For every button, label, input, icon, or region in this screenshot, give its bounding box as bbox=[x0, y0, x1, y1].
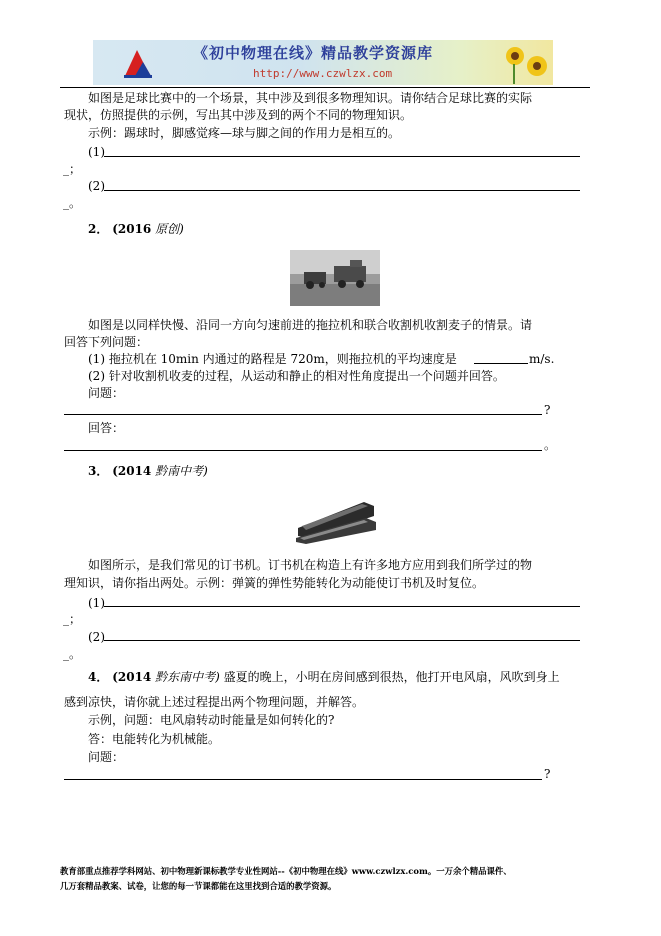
q1-intro-line2: 现状，仿照提供的示例，写出其中涉及到的两个不同的物理知识。 bbox=[64, 108, 413, 122]
banner-url[interactable]: http://www.czwlzx.com bbox=[253, 67, 393, 80]
q4-number: 4． bbox=[88, 670, 109, 684]
q2-source: 原创) bbox=[155, 222, 184, 236]
q3-source: 黔南中考) bbox=[155, 464, 208, 478]
q2-intro-line2: 回答下列问题： bbox=[64, 335, 149, 349]
q2-number: 2． bbox=[88, 222, 109, 236]
q2-sub1-unit: m/s. bbox=[529, 352, 555, 366]
q2-answer-blank[interactable] bbox=[64, 450, 542, 451]
q4-question-end: ? bbox=[544, 767, 551, 781]
q4-intro-line2: 感到凉快，请你就上述过程提出两个物理问题，并解答。 bbox=[64, 695, 365, 709]
q3-year: (2014 bbox=[112, 464, 152, 478]
q3-item1-label: (1) bbox=[88, 596, 105, 610]
q1-item2-end: _。 bbox=[63, 196, 82, 210]
q4-answer: 答：电能转化为机械能。 bbox=[88, 732, 221, 746]
q4-question-label: 问题： bbox=[88, 750, 125, 764]
stapler-photo bbox=[294, 494, 378, 544]
harvester-photo bbox=[290, 250, 380, 306]
q3-intro-line1: 如图所示，是我们常见的订书机。订书机在构造上有许多地方应用到我们所学过的物 bbox=[88, 558, 533, 572]
q2-answer-end: 。 bbox=[544, 438, 557, 452]
q1-item2-blank[interactable] bbox=[104, 190, 580, 191]
site-logo-icon bbox=[121, 46, 155, 80]
q1-item1-label: (1) bbox=[88, 145, 105, 159]
q4-year: (2014 bbox=[112, 670, 152, 684]
q2-question-blank[interactable] bbox=[64, 414, 542, 415]
q3-item2-label: (2) bbox=[88, 630, 105, 644]
q2-speed-blank[interactable] bbox=[474, 363, 528, 364]
q1-example: 示例：踢球时，脚感觉疼—球与脚之间的作用力是相互的。 bbox=[88, 126, 401, 140]
q1-item1-blank[interactable] bbox=[104, 156, 580, 157]
footer-line2: 几万套精品教案、试卷，让您的每一节课都能在这里找到合适的教学资源。 bbox=[60, 881, 337, 891]
sunflower-icon bbox=[501, 42, 551, 84]
banner-title: 《初中物理在线》精品教学资源库 bbox=[193, 44, 434, 62]
q4-source: 黔东南中考) bbox=[155, 670, 220, 684]
q3-item1-blank[interactable] bbox=[104, 606, 580, 607]
q2-sub1: (1) 拖拉机在 10min 内通过的路程是 720m，则拖拉机的平均速度是 bbox=[88, 352, 457, 366]
q2-intro-line1: 如图是以同样快慢、沿同一方向匀速前进的拖拉机和联合收割机收割麦子的情景。请 bbox=[88, 318, 533, 332]
q2-question-label: 问题： bbox=[88, 386, 125, 400]
q2-year: (2016 bbox=[112, 222, 152, 236]
q1-item1-end: _； bbox=[63, 162, 82, 176]
q4-question-blank[interactable] bbox=[64, 779, 542, 780]
header-rule bbox=[60, 87, 590, 88]
q3-intro-line2: 理知识，请你指出两处。示例：弹簧的弹性势能转化为动能使订书机及时复位。 bbox=[64, 576, 485, 590]
q3-item1-end: _； bbox=[63, 612, 82, 626]
header-banner bbox=[93, 40, 553, 85]
q3-item2-blank[interactable] bbox=[104, 640, 580, 641]
q2-answer-label: 回答： bbox=[88, 421, 125, 435]
q4-example: 示例，问题：电风扇转动时能量是如何转化的? bbox=[88, 713, 335, 727]
q2-sub2: (2) 针对收割机收麦的过程，从运动和静止的相对性角度提出一个问题并回答。 bbox=[88, 369, 505, 383]
q1-intro-line1: 如图是足球比赛中的一个场景，其中涉及到很多物理知识。请你结合足球比赛的实际 bbox=[88, 91, 533, 105]
q1-item2-label: (2) bbox=[88, 179, 105, 193]
footer-line1: 教育部重点推荐学科网站、初中物理新课标教学专业性网站--《初中物理在线》www.czwlzx.com。一万余个精品课件、 bbox=[60, 866, 512, 876]
q3-number: 3． bbox=[88, 464, 109, 478]
q4-intro: 盛夏的晚上，小明在房间感到很热，他打开电风扇，风吹到身上 bbox=[223, 670, 560, 684]
q3-item2-end: _。 bbox=[63, 647, 82, 661]
q2-question-end: ? bbox=[544, 403, 551, 417]
